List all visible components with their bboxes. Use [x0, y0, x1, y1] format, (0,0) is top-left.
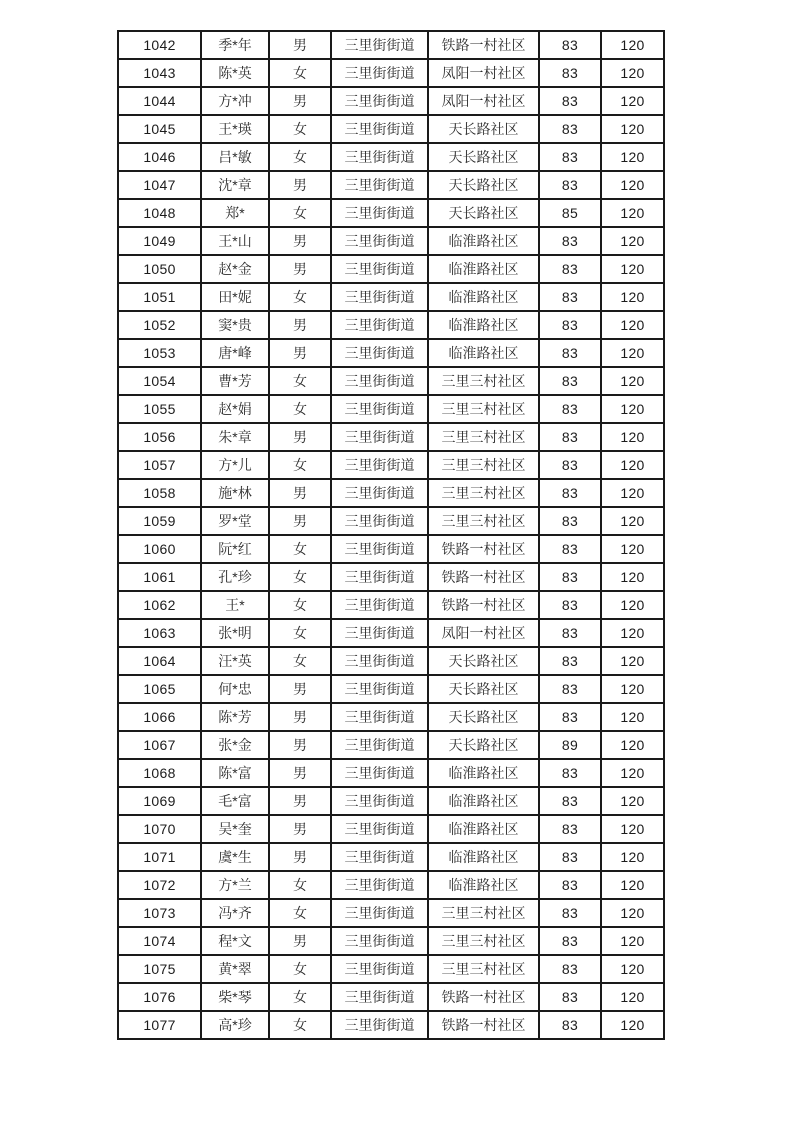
- cell-name: 唐*峰: [201, 339, 269, 367]
- cell-full-score: 120: [601, 955, 664, 983]
- cell-gender: 男: [269, 927, 331, 955]
- cell-gender: 男: [269, 759, 331, 787]
- cell-gender: 女: [269, 451, 331, 479]
- cell-serial-number: 1065: [118, 675, 201, 703]
- table-row: [118, 927, 664, 955]
- cell-community: 临淮路社区: [428, 843, 539, 871]
- cell-score: 83: [539, 619, 601, 647]
- cell-score: 83: [539, 367, 601, 395]
- table-row: [118, 759, 664, 787]
- cell-gender: 女: [269, 367, 331, 395]
- table-row: [118, 311, 664, 339]
- cell-street: 三里街街道: [331, 843, 428, 871]
- cell-serial-number: 1071: [118, 843, 201, 871]
- table-row: [118, 871, 664, 899]
- cell-community: 铁路一村社区: [428, 591, 539, 619]
- cell-serial-number: 1063: [118, 619, 201, 647]
- table-row: [118, 115, 664, 143]
- cell-community: 三里三村社区: [428, 479, 539, 507]
- cell-street: 三里街街道: [331, 339, 428, 367]
- cell-community: 天长路社区: [428, 115, 539, 143]
- cell-full-score: 120: [601, 871, 664, 899]
- cell-full-score: 120: [601, 479, 664, 507]
- cell-street: 三里街街道: [331, 255, 428, 283]
- cell-score: 83: [539, 871, 601, 899]
- cell-serial-number: 1076: [118, 983, 201, 1011]
- cell-full-score: 120: [601, 143, 664, 171]
- cell-street: 三里街街道: [331, 115, 428, 143]
- table-row: [118, 171, 664, 199]
- cell-community: 天长路社区: [428, 675, 539, 703]
- cell-name: 施*林: [201, 479, 269, 507]
- cell-full-score: 120: [601, 395, 664, 423]
- table-row: [118, 227, 664, 255]
- cell-street: 三里街街道: [331, 591, 428, 619]
- results-table-body: [118, 31, 664, 1039]
- cell-serial-number: 1046: [118, 143, 201, 171]
- cell-community: 三里三村社区: [428, 451, 539, 479]
- cell-name: 陈*富: [201, 759, 269, 787]
- cell-community: 天长路社区: [428, 731, 539, 759]
- cell-street: 三里街街道: [331, 423, 428, 451]
- cell-street: 三里街街道: [331, 451, 428, 479]
- cell-score: 83: [539, 843, 601, 871]
- cell-name: 方*儿: [201, 451, 269, 479]
- cell-score: 83: [539, 1011, 601, 1039]
- cell-community: 三里三村社区: [428, 955, 539, 983]
- cell-score: 83: [539, 815, 601, 843]
- cell-community: 三里三村社区: [428, 927, 539, 955]
- cell-score: 83: [539, 87, 601, 115]
- cell-serial-number: 1051: [118, 283, 201, 311]
- cell-street: 三里街街道: [331, 171, 428, 199]
- cell-gender: 男: [269, 479, 331, 507]
- cell-full-score: 120: [601, 759, 664, 787]
- cell-street: 三里街街道: [331, 787, 428, 815]
- cell-gender: 女: [269, 1011, 331, 1039]
- cell-street: 三里街街道: [331, 143, 428, 171]
- table-row: [118, 675, 664, 703]
- cell-score: 83: [539, 227, 601, 255]
- cell-gender: 男: [269, 703, 331, 731]
- cell-score: 83: [539, 647, 601, 675]
- cell-community: 临淮路社区: [428, 227, 539, 255]
- cell-name: 赵*金: [201, 255, 269, 283]
- cell-gender: 女: [269, 871, 331, 899]
- cell-score: 83: [539, 479, 601, 507]
- table-row: [118, 647, 664, 675]
- cell-full-score: 120: [601, 451, 664, 479]
- cell-serial-number: 1050: [118, 255, 201, 283]
- cell-name: 方*兰: [201, 871, 269, 899]
- cell-serial-number: 1073: [118, 899, 201, 927]
- cell-gender: 女: [269, 395, 331, 423]
- cell-full-score: 120: [601, 367, 664, 395]
- cell-gender: 男: [269, 227, 331, 255]
- cell-street: 三里街街道: [331, 955, 428, 983]
- cell-serial-number: 1066: [118, 703, 201, 731]
- cell-street: 三里街街道: [331, 367, 428, 395]
- cell-serial-number: 1067: [118, 731, 201, 759]
- cell-score: 83: [539, 787, 601, 815]
- cell-serial-number: 1064: [118, 647, 201, 675]
- cell-gender: 女: [269, 955, 331, 983]
- cell-community: 天长路社区: [428, 143, 539, 171]
- cell-score: 83: [539, 591, 601, 619]
- cell-name: 张*金: [201, 731, 269, 759]
- cell-serial-number: 1069: [118, 787, 201, 815]
- cell-score: 83: [539, 703, 601, 731]
- cell-street: 三里街街道: [331, 395, 428, 423]
- cell-score: 83: [539, 59, 601, 87]
- cell-name: 王*瑛: [201, 115, 269, 143]
- cell-serial-number: 1053: [118, 339, 201, 367]
- cell-street: 三里街街道: [331, 199, 428, 227]
- cell-score: 85: [539, 199, 601, 227]
- table-row: [118, 367, 664, 395]
- cell-name: 何*忠: [201, 675, 269, 703]
- cell-full-score: 120: [601, 339, 664, 367]
- table-row: [118, 339, 664, 367]
- results-table: [117, 30, 665, 1040]
- table-row: [118, 199, 664, 227]
- cell-name: 黄*翠: [201, 955, 269, 983]
- cell-gender: 男: [269, 675, 331, 703]
- cell-name: 田*妮: [201, 283, 269, 311]
- cell-full-score: 120: [601, 815, 664, 843]
- cell-name: 阮*红: [201, 535, 269, 563]
- cell-street: 三里街街道: [331, 899, 428, 927]
- cell-score: 83: [539, 283, 601, 311]
- cell-gender: 男: [269, 255, 331, 283]
- cell-name: 柴*琴: [201, 983, 269, 1011]
- cell-community: 临淮路社区: [428, 339, 539, 367]
- cell-community: 凤阳一村社区: [428, 619, 539, 647]
- cell-name: 汪*英: [201, 647, 269, 675]
- cell-serial-number: 1074: [118, 927, 201, 955]
- cell-gender: 男: [269, 843, 331, 871]
- cell-name: 陈*芳: [201, 703, 269, 731]
- cell-serial-number: 1043: [118, 59, 201, 87]
- cell-community: 三里三村社区: [428, 367, 539, 395]
- cell-name: 陈*英: [201, 59, 269, 87]
- cell-score: 83: [539, 507, 601, 535]
- cell-serial-number: 1049: [118, 227, 201, 255]
- cell-gender: 女: [269, 983, 331, 1011]
- cell-gender: 女: [269, 619, 331, 647]
- cell-serial-number: 1059: [118, 507, 201, 535]
- cell-name: 罗*堂: [201, 507, 269, 535]
- table-row: [118, 787, 664, 815]
- cell-community: 铁路一村社区: [428, 563, 539, 591]
- cell-full-score: 120: [601, 983, 664, 1011]
- cell-community: 临淮路社区: [428, 759, 539, 787]
- cell-score: 83: [539, 451, 601, 479]
- cell-gender: 女: [269, 899, 331, 927]
- cell-score: 83: [539, 255, 601, 283]
- cell-gender: 男: [269, 311, 331, 339]
- cell-score: 89: [539, 731, 601, 759]
- cell-gender: 男: [269, 815, 331, 843]
- cell-serial-number: 1060: [118, 535, 201, 563]
- cell-community: 凤阳一村社区: [428, 87, 539, 115]
- cell-community: 临淮路社区: [428, 311, 539, 339]
- cell-street: 三里街街道: [331, 759, 428, 787]
- cell-gender: 女: [269, 535, 331, 563]
- cell-community: 临淮路社区: [428, 871, 539, 899]
- cell-name: 王*山: [201, 227, 269, 255]
- cell-community: 天长路社区: [428, 647, 539, 675]
- cell-community: 铁路一村社区: [428, 1011, 539, 1039]
- cell-serial-number: 1057: [118, 451, 201, 479]
- cell-street: 三里街街道: [331, 871, 428, 899]
- cell-name: 王*: [201, 591, 269, 619]
- cell-full-score: 120: [601, 31, 664, 59]
- cell-gender: 男: [269, 731, 331, 759]
- table-row: [118, 283, 664, 311]
- cell-street: 三里街街道: [331, 59, 428, 87]
- cell-serial-number: 1056: [118, 423, 201, 451]
- cell-score: 83: [539, 115, 601, 143]
- cell-score: 83: [539, 423, 601, 451]
- cell-score: 83: [539, 535, 601, 563]
- cell-community: 三里三村社区: [428, 395, 539, 423]
- cell-full-score: 120: [601, 423, 664, 451]
- cell-score: 83: [539, 311, 601, 339]
- table-row: [118, 87, 664, 115]
- cell-community: 三里三村社区: [428, 507, 539, 535]
- cell-gender: 女: [269, 647, 331, 675]
- cell-score: 83: [539, 927, 601, 955]
- cell-score: 83: [539, 955, 601, 983]
- table-row: [118, 619, 664, 647]
- cell-gender: 女: [269, 199, 331, 227]
- cell-score: 83: [539, 675, 601, 703]
- table-row: [118, 983, 664, 1011]
- table-row: [118, 31, 664, 59]
- cell-community: 天长路社区: [428, 171, 539, 199]
- cell-serial-number: 1054: [118, 367, 201, 395]
- cell-street: 三里街街道: [331, 815, 428, 843]
- table-row: [118, 955, 664, 983]
- cell-serial-number: 1068: [118, 759, 201, 787]
- cell-full-score: 120: [601, 59, 664, 87]
- cell-full-score: 120: [601, 843, 664, 871]
- cell-community: 铁路一村社区: [428, 983, 539, 1011]
- cell-street: 三里街街道: [331, 479, 428, 507]
- cell-serial-number: 1072: [118, 871, 201, 899]
- cell-full-score: 120: [601, 1011, 664, 1039]
- cell-name: 高*珍: [201, 1011, 269, 1039]
- cell-full-score: 120: [601, 227, 664, 255]
- cell-serial-number: 1045: [118, 115, 201, 143]
- cell-community: 凤阳一村社区: [428, 59, 539, 87]
- cell-full-score: 120: [601, 255, 664, 283]
- cell-full-score: 120: [601, 507, 664, 535]
- cell-name: 冯*齐: [201, 899, 269, 927]
- cell-street: 三里街街道: [331, 311, 428, 339]
- cell-street: 三里街街道: [331, 731, 428, 759]
- cell-street: 三里街街道: [331, 507, 428, 535]
- cell-community: 临淮路社区: [428, 283, 539, 311]
- cell-score: 83: [539, 759, 601, 787]
- cell-community: 铁路一村社区: [428, 535, 539, 563]
- cell-street: 三里街街道: [331, 31, 428, 59]
- cell-full-score: 120: [601, 199, 664, 227]
- cell-full-score: 120: [601, 591, 664, 619]
- cell-score: 83: [539, 31, 601, 59]
- cell-serial-number: 1052: [118, 311, 201, 339]
- table-row: [118, 535, 664, 563]
- table-row: [118, 563, 664, 591]
- cell-name: 郑*: [201, 199, 269, 227]
- cell-street: 三里街街道: [331, 647, 428, 675]
- cell-gender: 男: [269, 423, 331, 451]
- cell-street: 三里街街道: [331, 675, 428, 703]
- cell-full-score: 120: [601, 619, 664, 647]
- cell-community: 临淮路社区: [428, 255, 539, 283]
- cell-score: 83: [539, 143, 601, 171]
- cell-name: 朱*章: [201, 423, 269, 451]
- cell-score: 83: [539, 171, 601, 199]
- cell-serial-number: 1070: [118, 815, 201, 843]
- cell-full-score: 120: [601, 787, 664, 815]
- cell-street: 三里街街道: [331, 87, 428, 115]
- cell-community: 天长路社区: [428, 703, 539, 731]
- table-row: [118, 423, 664, 451]
- cell-gender: 男: [269, 507, 331, 535]
- cell-name: 沈*章: [201, 171, 269, 199]
- cell-score: 83: [539, 983, 601, 1011]
- cell-name: 虞*生: [201, 843, 269, 871]
- cell-serial-number: 1055: [118, 395, 201, 423]
- cell-street: 三里街街道: [331, 563, 428, 591]
- cell-gender: 女: [269, 115, 331, 143]
- cell-street: 三里街街道: [331, 927, 428, 955]
- cell-serial-number: 1061: [118, 563, 201, 591]
- cell-full-score: 120: [601, 899, 664, 927]
- table-row: [118, 143, 664, 171]
- cell-full-score: 120: [601, 87, 664, 115]
- cell-street: 三里街街道: [331, 283, 428, 311]
- cell-gender: 女: [269, 59, 331, 87]
- table-row: [118, 451, 664, 479]
- cell-name: 张*明: [201, 619, 269, 647]
- cell-community: 临淮路社区: [428, 815, 539, 843]
- table-row: [118, 815, 664, 843]
- cell-full-score: 120: [601, 927, 664, 955]
- cell-gender: 男: [269, 31, 331, 59]
- cell-score: 83: [539, 395, 601, 423]
- cell-community: 铁路一村社区: [428, 31, 539, 59]
- cell-name: 方*冲: [201, 87, 269, 115]
- cell-serial-number: 1044: [118, 87, 201, 115]
- cell-street: 三里街街道: [331, 619, 428, 647]
- cell-score: 83: [539, 339, 601, 367]
- cell-gender: 女: [269, 283, 331, 311]
- cell-full-score: 120: [601, 115, 664, 143]
- cell-street: 三里街街道: [331, 703, 428, 731]
- cell-full-score: 120: [601, 535, 664, 563]
- cell-name: 吴*奎: [201, 815, 269, 843]
- table-row: [118, 59, 664, 87]
- cell-score: 83: [539, 563, 601, 591]
- cell-full-score: 120: [601, 563, 664, 591]
- cell-community: 三里三村社区: [428, 423, 539, 451]
- cell-name: 季*年: [201, 31, 269, 59]
- cell-street: 三里街街道: [331, 535, 428, 563]
- cell-full-score: 120: [601, 647, 664, 675]
- cell-name: 毛*富: [201, 787, 269, 815]
- cell-street: 三里街街道: [331, 227, 428, 255]
- cell-full-score: 120: [601, 675, 664, 703]
- cell-full-score: 120: [601, 703, 664, 731]
- cell-name: 吕*敏: [201, 143, 269, 171]
- cell-serial-number: 1047: [118, 171, 201, 199]
- table-row: [118, 591, 664, 619]
- cell-gender: 男: [269, 87, 331, 115]
- cell-serial-number: 1042: [118, 31, 201, 59]
- cell-name: 孔*珍: [201, 563, 269, 591]
- cell-gender: 女: [269, 591, 331, 619]
- cell-street: 三里街街道: [331, 1011, 428, 1039]
- cell-full-score: 120: [601, 171, 664, 199]
- table-row: [118, 731, 664, 759]
- cell-street: 三里街街道: [331, 983, 428, 1011]
- cell-gender: 女: [269, 563, 331, 591]
- cell-serial-number: 1077: [118, 1011, 201, 1039]
- cell-community: 临淮路社区: [428, 787, 539, 815]
- cell-full-score: 120: [601, 311, 664, 339]
- cell-name: 程*文: [201, 927, 269, 955]
- cell-serial-number: 1062: [118, 591, 201, 619]
- cell-name: 曹*芳: [201, 367, 269, 395]
- table-row: [118, 395, 664, 423]
- cell-gender: 女: [269, 143, 331, 171]
- cell-serial-number: 1058: [118, 479, 201, 507]
- cell-name: 赵*娟: [201, 395, 269, 423]
- cell-serial-number: 1075: [118, 955, 201, 983]
- cell-score: 83: [539, 899, 601, 927]
- table-row: [118, 899, 664, 927]
- cell-community: 天长路社区: [428, 199, 539, 227]
- table-row: [118, 479, 664, 507]
- table-row: [118, 507, 664, 535]
- cell-serial-number: 1048: [118, 199, 201, 227]
- cell-full-score: 120: [601, 283, 664, 311]
- cell-community: 三里三村社区: [428, 899, 539, 927]
- cell-gender: 男: [269, 339, 331, 367]
- table-row: [118, 1011, 664, 1039]
- table-row: [118, 255, 664, 283]
- cell-gender: 男: [269, 787, 331, 815]
- table-row: [118, 703, 664, 731]
- cell-name: 窦*贵: [201, 311, 269, 339]
- cell-full-score: 120: [601, 731, 664, 759]
- table-row: [118, 843, 664, 871]
- cell-gender: 男: [269, 171, 331, 199]
